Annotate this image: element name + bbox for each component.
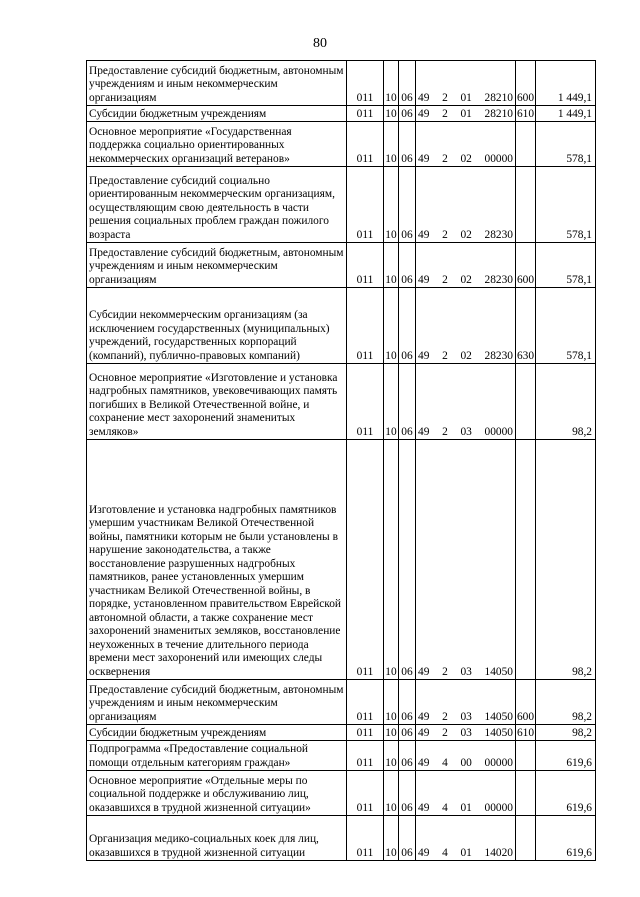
budget-table-body	[87, 61, 596, 861]
target-article-part: 2	[442, 107, 448, 120]
target-article-part: 02	[460, 228, 472, 241]
table-row	[87, 288, 596, 364]
target-article-part: 14050	[484, 726, 513, 739]
table-row	[87, 106, 596, 122]
expense-type-cell: 600	[516, 61, 536, 106]
target-article-part: 14050	[484, 665, 513, 678]
table-row	[87, 741, 596, 771]
target-article-cell	[416, 243, 516, 288]
expense-name-cell: Предоставление субсидий бюджетным, автономным учреждениям и иным некоммерческим организациям	[87, 680, 347, 725]
target-article-part: 49	[418, 756, 430, 769]
target-article-part: 02	[460, 349, 472, 362]
expense-type-cell: 630	[516, 288, 536, 364]
target-article-part: 2	[442, 349, 448, 362]
subsection-code-cell: 06	[399, 680, 416, 725]
subsection-code-cell: 06	[399, 288, 416, 364]
target-article-code	[417, 711, 514, 725]
target-article-cell	[416, 106, 516, 122]
target-article-cell	[416, 771, 516, 816]
table-row	[87, 440, 596, 680]
subsection-code-cell: 06	[399, 106, 416, 122]
grbs-code-cell: 011	[347, 680, 384, 725]
grbs-code-cell: 011	[347, 167, 384, 243]
target-article-part: 01	[460, 846, 472, 859]
target-article-part: 2	[442, 710, 448, 723]
grbs-code-cell: 011	[347, 741, 384, 771]
section-code-cell: 10	[384, 122, 399, 167]
amount-cell: 578,1	[536, 288, 596, 364]
target-article-cell	[416, 364, 516, 440]
grbs-code-cell: 011	[347, 440, 384, 680]
target-article-cell	[416, 288, 516, 364]
target-article-code	[417, 802, 514, 816]
target-article-cell	[416, 680, 516, 725]
expense-name-cell: Основное мероприятие «Государственная поддержка социально ориентированных некоммерческих организаций ветеранов»	[87, 122, 347, 167]
grbs-code-cell: 011	[347, 243, 384, 288]
target-article-code	[417, 108, 514, 122]
expense-type-cell: 600	[516, 680, 536, 725]
expense-name-cell: Субсидии бюджетным учреждениям	[87, 106, 347, 122]
target-article-part: 49	[418, 425, 430, 438]
target-article-cell	[416, 61, 516, 106]
target-article-part: 49	[418, 665, 430, 678]
target-article-part: 2	[442, 273, 448, 286]
target-article-code	[417, 757, 514, 771]
subsection-code-cell: 06	[399, 440, 416, 680]
target-article-part: 4	[442, 846, 448, 859]
target-article-part: 02	[460, 152, 472, 165]
target-article-part: 14050	[484, 710, 513, 723]
target-article-part: 00000	[484, 152, 513, 165]
target-article-part: 03	[460, 726, 472, 739]
target-article-part: 00000	[484, 756, 513, 769]
subsection-code-cell: 06	[399, 771, 416, 816]
amount-cell: 1 449,1	[536, 61, 596, 106]
target-article-code	[417, 153, 514, 167]
grbs-code-cell: 011	[347, 288, 384, 364]
target-article-part: 28230	[484, 349, 513, 362]
target-article-part: 49	[418, 273, 430, 286]
target-article-part: 49	[418, 152, 430, 165]
grbs-code-cell: 011	[347, 816, 384, 861]
section-code-cell: 10	[384, 771, 399, 816]
grbs-code-cell: 011	[347, 122, 384, 167]
target-article-part: 01	[460, 107, 472, 120]
target-article-code	[417, 666, 514, 680]
grbs-code-cell: 011	[347, 771, 384, 816]
section-code-cell: 10	[385, 107, 397, 120]
section-code-cell: 10	[384, 288, 399, 364]
subsection-code-cell: 06	[399, 122, 416, 167]
target-article-code	[417, 847, 514, 861]
target-article-part: 4	[442, 801, 448, 814]
target-article-part: 00000	[484, 425, 513, 438]
target-article-part: 01	[460, 801, 472, 814]
expense-name-cell: Основное мероприятие «Изготовление и установка надгробных памятников, увековечивающих память погибших в Великой Отечественной войне, и сохранение мест захоронений знаменитых земляков»	[87, 364, 347, 440]
amount-cell: 98,2	[536, 680, 596, 725]
target-article-part: 2	[442, 726, 448, 739]
section-code-cell: 10	[384, 167, 399, 243]
target-article-part: 49	[418, 91, 430, 104]
target-article-part: 49	[418, 228, 430, 241]
expense-type-cell	[516, 741, 536, 771]
expense-name-cell: Предоставление субсидий бюджетным, автономным учреждениям и иным некоммерческим организациям	[87, 243, 347, 288]
expense-type-cell	[516, 122, 536, 167]
target-article-code	[417, 727, 514, 741]
page-number: 80	[313, 36, 327, 51]
target-article-cell	[416, 122, 516, 167]
expense-type-cell: 600	[516, 243, 536, 288]
expense-name-cell: Предоставление субсидий социально ориентированным некоммерческим организациям, осуществляющим свою деятельность в части решения социальных проблем граждан пожилого возраста	[87, 167, 347, 243]
amount-cell: 98,2	[536, 440, 596, 680]
amount-cell: 98,2	[536, 364, 596, 440]
target-article-part: 28210	[484, 91, 513, 104]
table-row	[87, 364, 596, 440]
subsection-code-cell: 06	[399, 61, 416, 106]
subsection-code-cell: 06	[399, 167, 416, 243]
table-row	[87, 771, 596, 816]
target-article-code	[417, 426, 514, 440]
amount-cell: 1 449,1	[536, 106, 596, 122]
target-article-part: 03	[460, 665, 472, 678]
subsection-code-cell: 06	[399, 364, 416, 440]
target-article-part: 2	[442, 91, 448, 104]
target-article-part: 28210	[484, 107, 513, 120]
section-code-cell: 10	[385, 726, 397, 739]
amount-cell: 619,6	[536, 771, 596, 816]
table-row	[87, 61, 596, 106]
target-article-part: 2	[442, 665, 448, 678]
section-code-cell: 10	[384, 440, 399, 680]
expense-type-cell	[516, 167, 536, 243]
target-article-part: 01	[460, 91, 472, 104]
target-article-part: 14020	[484, 846, 513, 859]
target-article-part: 4	[442, 756, 448, 769]
expense-name-cell: Организация медико-социальных коек для лиц, оказавшихся в трудной жизненной ситуации	[87, 816, 347, 861]
grbs-code-cell: 011	[347, 61, 384, 106]
table-row	[87, 680, 596, 725]
section-code-cell: 10	[384, 741, 399, 771]
target-article-code	[417, 274, 514, 288]
target-article-code	[417, 229, 514, 243]
amount-cell: 98,2	[536, 725, 596, 741]
target-article-part: 03	[460, 710, 472, 723]
section-code-cell: 10	[384, 680, 399, 725]
expense-name-cell: Основное мероприятие «Отдельные меры по социальной поддержке и обслуживанию лиц, оказавшихся в трудной жизненной ситуации»	[87, 771, 347, 816]
expense-type-cell	[516, 816, 536, 861]
target-article-code	[417, 92, 514, 106]
target-article-code	[417, 350, 514, 364]
budget-table	[86, 60, 596, 861]
target-article-part: 49	[418, 801, 430, 814]
expense-name-cell: Изготовление и установка надгробных памятников умершим участникам Великой Отечественной войны, памятники которым не были установлены в нарушение законодательства, а также восстановление разрушенных надгробных памятников, ранее установленных умершим участникам Великой Отечественной войны, в порядке, установленном правительством Еврейской автономной области, а также сохранение мест захоронений знаменитых земляков, восстановление неухоженных в течение длительного периода времени мест захоронений или имеющих следы осквернения	[87, 440, 347, 680]
target-article-part: 00	[460, 756, 472, 769]
section-code-cell: 10	[384, 816, 399, 861]
expense-name-cell: Предоставление субсидий бюджетным, автономным учреждениям и иным некоммерческим организациям	[87, 61, 347, 106]
target-article-cell	[416, 741, 516, 771]
target-article-part: 49	[418, 107, 430, 120]
target-article-cell	[416, 816, 516, 861]
amount-cell: 619,6	[536, 741, 596, 771]
target-article-part: 2	[442, 228, 448, 241]
target-article-part: 28230	[484, 228, 513, 241]
table-row	[87, 243, 596, 288]
amount-cell: 619,6	[536, 816, 596, 861]
expense-name-cell: Субсидии бюджетным учреждениям	[87, 725, 347, 741]
target-article-cell	[416, 440, 516, 680]
section-code-cell: 10	[384, 61, 399, 106]
target-article-part: 49	[418, 349, 430, 362]
target-article-part: 28230	[484, 273, 513, 286]
grbs-code-cell: 011	[347, 364, 384, 440]
expense-name-cell: Субсидии некоммерческим организациям (за исключением государственных (муниципальных) учреждений, государственных корпораций (компаний), публично-правовых компаний)	[87, 288, 347, 364]
expense-type-cell	[516, 440, 536, 680]
expense-name-cell: Подпрограмма «Предоставление социальной помощи отдельным категориям граждан»	[87, 741, 347, 771]
expense-type-cell	[516, 771, 536, 816]
amount-cell: 578,1	[536, 243, 596, 288]
target-article-cell	[416, 725, 516, 741]
target-article-part: 2	[442, 425, 448, 438]
section-code-cell: 10	[384, 243, 399, 288]
expense-type-cell	[516, 364, 536, 440]
target-article-part: 49	[418, 710, 430, 723]
amount-cell: 578,1	[536, 167, 596, 243]
grbs-code-cell: 011	[347, 106, 384, 122]
target-article-cell	[416, 167, 516, 243]
subsection-code-cell: 06	[399, 816, 416, 861]
table-row	[87, 816, 596, 861]
expense-type-cell: 610	[516, 107, 535, 120]
grbs-code-cell: 011	[347, 725, 384, 741]
amount-cell: 578,1	[536, 122, 596, 167]
target-article-part: 49	[418, 726, 430, 739]
target-article-part: 03	[460, 425, 472, 438]
expense-type-cell: 610	[516, 726, 535, 739]
section-code-cell: 10	[384, 364, 399, 440]
target-article-part: 02	[460, 273, 472, 286]
target-article-part: 00000	[484, 801, 513, 814]
target-article-part: 2	[442, 152, 448, 165]
table-row	[87, 725, 596, 741]
subsection-code-cell: 06	[399, 741, 416, 771]
table-row	[87, 167, 596, 243]
target-article-part: 49	[418, 846, 430, 859]
table-row	[87, 122, 596, 167]
subsection-code-cell: 06	[399, 243, 416, 288]
subsection-code-cell: 06	[399, 725, 416, 741]
